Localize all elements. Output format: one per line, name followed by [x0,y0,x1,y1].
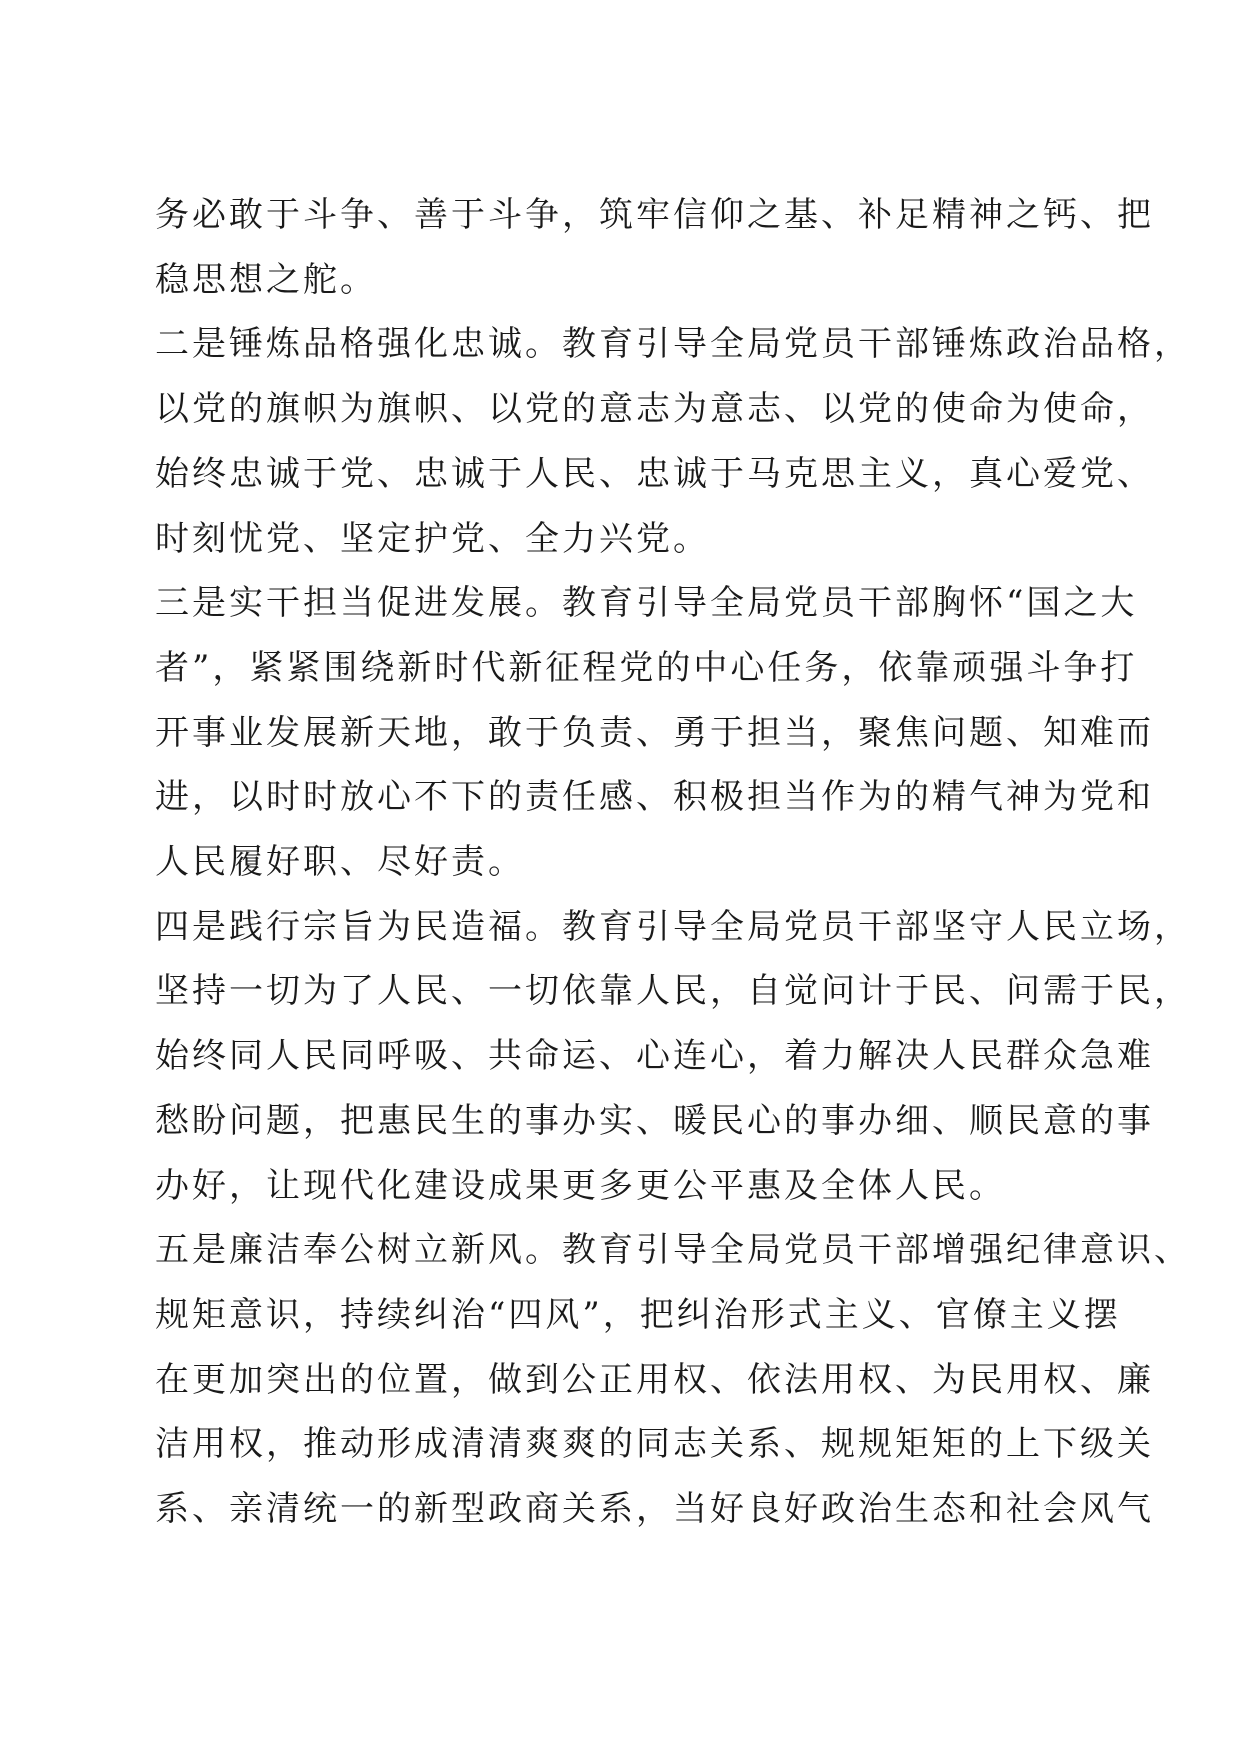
text-line: 者”，紧紧围绕新时代新征程党的中心任务，依靠顽强斗争打 [155,647,1138,688]
paragraph [155,895,1191,1219]
text-line: 规矩意识，持续纠治“四风”，把纠治形式主义、官僚主义摆 [155,1294,1121,1335]
text-line: 系、亲清统一的新型政商关系，当好良好政治生态和社会风气 [155,1489,1154,1530]
text-line: 始终忠诚于党、忠诚于人民、忠诚于马克思主义，真心爱党、 [155,453,1154,494]
text-line: 始终同人民同呼吸、共命运、心连心，着力解决人民群众急难 [155,1036,1154,1077]
text-line: 坚持一切为了人民、一切依靠人民，自觉问计于民、问需于民， [155,971,1191,1012]
text-line: 稳思想之舵。 [155,259,377,300]
text-line: 时刻忧党、坚定护党、全力兴党。 [155,518,710,559]
text-line: 开事业发展新天地，敢于负责、勇于担当，聚焦问题、知难而 [155,712,1154,753]
text-line: 二是锤炼品格强化忠诚。教育引导全局党员干部锤炼政治品格， [155,324,1191,365]
text-line: 务必敢于斗争、善于斗争，筑牢信仰之基、补足精神之钙、把 [155,195,1154,235]
text-line: 进，以时时放心不下的责任感、积极担当作为的精气神为党和 [155,777,1154,818]
text-line: 人民履好职、尽好责。 [155,842,525,883]
text-line: 办好，让现代化建设成果更多更公平惠及全体人民。 [155,1165,1006,1206]
paragraph [155,1218,1191,1542]
text-line: 三是实干担当促进发展。教育引导全局党员干部胸怀“国之大 [155,583,1138,624]
text-line: 四是践行宗旨为民造福。教育引导全局党员干部坚守人民立场， [155,906,1191,947]
document-body [155,183,1191,1542]
paragraph [155,183,1154,312]
paragraph [155,571,1154,895]
text-line: 洁用权，推动形成清清爽爽的同志关系、规规矩矩的上下级关 [155,1424,1154,1465]
text-line: 在更加突出的位置，做到公正用权、依法用权、为民用权、廉 [155,1359,1154,1400]
text-line: 以党的旗帜为旗帜、以党的意志为意志、以党的使命为使命， [155,389,1154,430]
paragraph [155,312,1191,571]
text-line: 愁盼问题，把惠民生的事办实、暖民心的事办细、顺民意的事 [155,1100,1154,1141]
text-line: 五是廉洁奉公树立新风。教育引导全局党员干部增强纪律意识、 [155,1230,1191,1271]
